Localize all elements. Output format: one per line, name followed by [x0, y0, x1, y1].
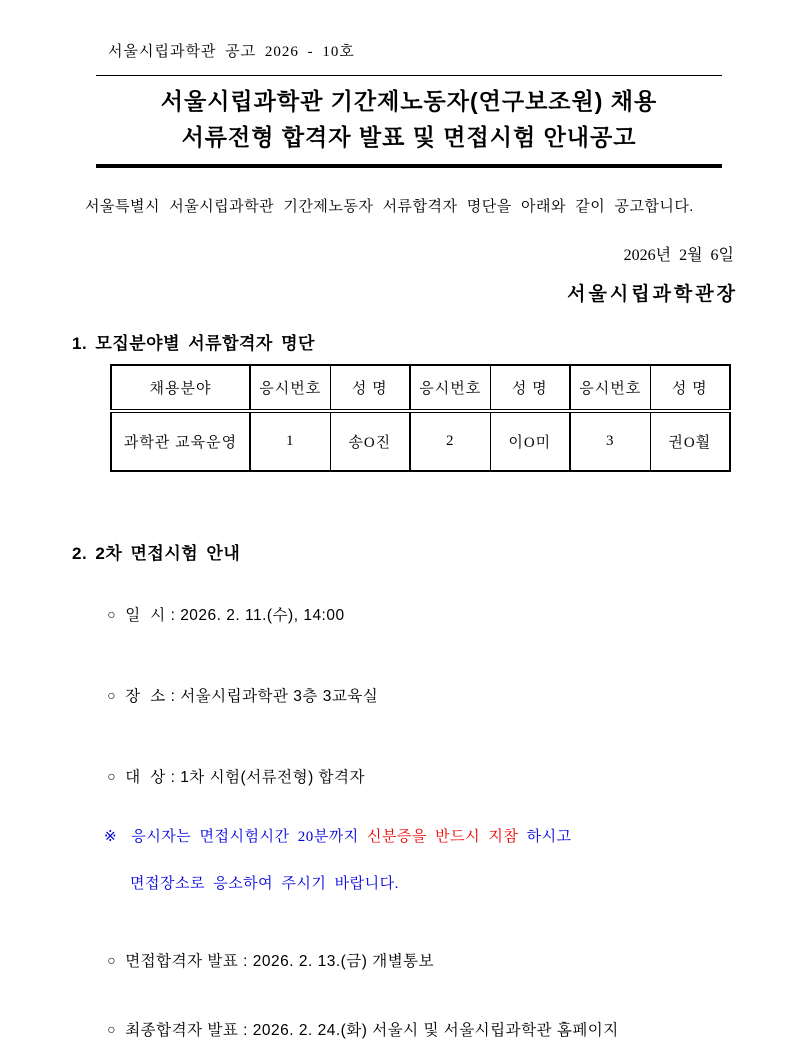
cell-name-3: 권O훨 [650, 411, 730, 471]
info-value: 1차 시험(서류전형) 합격자 [180, 769, 365, 786]
announcement-label: 면접합격자 발표 [125, 953, 239, 970]
section1-heading: 1. 모집분야별 서류합격자 명단 [72, 334, 315, 353]
label-separator: : [238, 953, 253, 970]
signer-title: 서울시립과학관장 [567, 284, 738, 305]
cell-applicant-no-2: 2 [410, 411, 490, 471]
circle-bullet-icon: ○ [107, 1021, 117, 1037]
circle-bullet-icon: ○ [107, 768, 117, 784]
warning-note-line1 [104, 825, 800, 846]
cell-recruit-field: 과학관 교육운영 [111, 411, 250, 471]
header-name-2: 성 명 [490, 365, 570, 411]
cell-name-1: 송O진 [330, 411, 410, 471]
info-item-place [88, 666, 800, 724]
table-row [111, 411, 730, 471]
note-text-red: 신분증을 반드시 지참 [366, 829, 519, 845]
circle-bullet-icon: ○ [107, 952, 117, 968]
cell-name-2: 이O미 [490, 411, 570, 471]
announcement-date: 2026년 2월 6일 [623, 247, 734, 264]
section2-heading: 2. 2차 면접시험 안내 [72, 544, 241, 563]
header-applicant-no-1: 응시번호 [250, 365, 330, 411]
announcement-value: 2026. 2. 24.(화) 서울시 및 서울시립과학관 홈페이지 [252, 1022, 619, 1039]
title-line-1: 서울시립과학관 기간제노동자(연구보조원) 채용 [160, 88, 658, 114]
info-label: 대 상 [125, 769, 166, 786]
circle-bullet-icon: ○ [107, 687, 117, 703]
announcement-interview-result [88, 931, 800, 989]
header-applicant-no-2: 응시번호 [410, 365, 490, 411]
label-separator: : [165, 607, 181, 624]
info-value: 서울시립과학관 3층 3교육실 [180, 688, 379, 705]
info-item-target [88, 747, 800, 805]
cell-applicant-no-3: 3 [570, 411, 650, 471]
document-title [96, 76, 722, 164]
notice-number: 서울시립과학관 공고 2026 - 10호 [108, 44, 355, 60]
info-value: 2026. 2. 11.(수), 14:00 [180, 607, 345, 624]
title-line-2: 서류전형 합격자 발표 및 면접시험 안내공고 [181, 124, 637, 150]
info-label: 장 소 [125, 688, 166, 705]
info-label: 일 시 [125, 607, 166, 624]
header-name-1: 성 명 [330, 365, 410, 411]
announcement-value: 2026. 2. 13.(금) 개별통보 [252, 953, 435, 970]
note-text-blue: 하시고 [526, 829, 572, 845]
cell-applicant-no-1: 1 [250, 411, 330, 471]
intro-paragraph: 서울특별시 서울시립과학관 기간제노동자 서류합격자 명단을 아래와 같이 공고합니다. [85, 199, 694, 215]
label-separator: : [165, 769, 181, 786]
table-header-row [111, 365, 730, 411]
announcement-final-result [88, 1000, 800, 1058]
pass-list-table [110, 364, 731, 472]
note-text-blue: 응시자는 면접시험시간 20분까지 [131, 829, 359, 845]
header-name-3: 성 명 [650, 365, 730, 411]
header-recruit-field: 채용분야 [111, 365, 250, 411]
header-applicant-no-3: 응시번호 [570, 365, 650, 411]
warning-note-line2: 면접장소로 응소하여 주시기 바랍니다. [130, 876, 399, 892]
label-separator: : [165, 688, 181, 705]
info-item-datetime [88, 585, 800, 643]
circle-bullet-icon: ○ [107, 606, 117, 622]
announcement-label: 최종합격자 발표 [125, 1022, 239, 1039]
reference-mark-icon: ※ [104, 829, 118, 845]
label-separator: : [238, 1022, 253, 1039]
divider-thick [96, 164, 722, 168]
